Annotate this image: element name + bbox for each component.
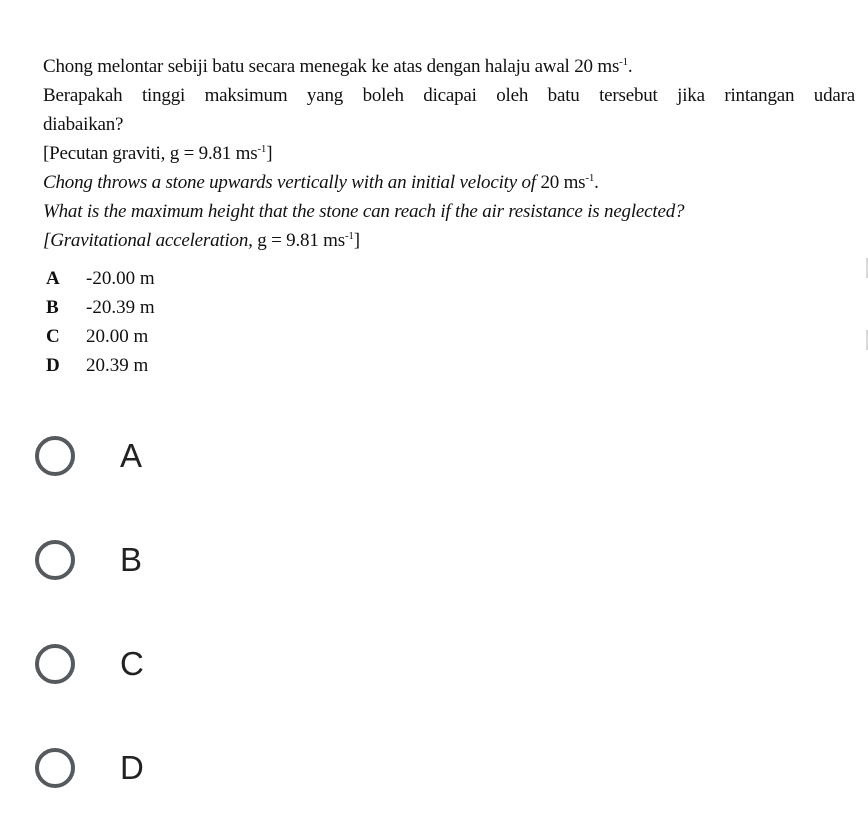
question-word: boleh [362,85,404,106]
choice-label[interactable]: A [120,437,143,474]
question-malay-line-2 [43,81,855,110]
answer-option-a [46,264,155,293]
question-word: dicapai [423,85,477,106]
choice-c-radio[interactable] [35,612,144,716]
initial-velocity-malay: 20 $ms^{-1}$. [574,56,633,77]
question-word: udara [813,85,855,106]
question-word: rintangan [724,85,795,106]
gravity-malay: [Pecutan graviti, g = 9.81 $ms^{-1}$] [43,143,273,164]
answer-option-value: -20.00 m [86,268,155,289]
question-word: batu [547,85,580,106]
question-word: tersebut [599,85,658,106]
choice-d-radio[interactable] [35,716,144,820]
question-english-line-1: Chong throws a stone upwards vertically with an initial velocity of 20 $ms^{-1}$. [43,172,599,193]
question-word: yang [306,85,344,106]
answer-option-value: -20.39 m [86,297,155,318]
answer-option-c [46,322,155,351]
radio-unchecked-icon[interactable] [35,436,75,476]
answer-option-letter: C [46,326,60,347]
choice-label[interactable]: B [120,541,143,578]
question-english-line-2: What is the maximum height that the stone can reach if the air resistance is neglected? [43,201,685,222]
question-malay-line-3: diabaikan? [43,114,124,135]
question-malay-line-1 [43,52,858,81]
choice-label[interactable]: D [120,749,144,786]
answer-option-value: 20.00 m [86,326,149,347]
question-malay-text-1: Chong melontar sebiji batu secara menegak ke atas dengan halaju awal [43,56,570,77]
answer-option-letter: A [46,268,60,289]
question-word: tinggi [141,85,186,106]
answer-option-value: 20.39 m [86,355,149,376]
answer-option-b [46,293,155,322]
question-word: jika [677,85,705,106]
choice-a-radio[interactable] [35,404,144,508]
answer-option-letter: D [46,355,60,376]
radio-unchecked-icon[interactable] [35,540,75,580]
answer-option-letter: B [46,297,59,318]
answer-options-list [46,264,155,380]
question-word: maksimum [204,85,288,106]
question-word: Berapakah [43,85,123,106]
question-word: oleh [496,85,529,106]
gravity-english: [Gravitational acceleration, g = 9.81 $ms^{-1}$] [43,230,360,251]
choice-label[interactable]: C [120,645,144,682]
question-text [43,52,858,255]
radio-unchecked-icon[interactable] [35,644,75,684]
answer-option-d [46,351,155,380]
radio-unchecked-icon[interactable] [35,748,75,788]
choice-b-radio[interactable] [35,508,144,612]
answer-choice-group [35,404,144,820]
